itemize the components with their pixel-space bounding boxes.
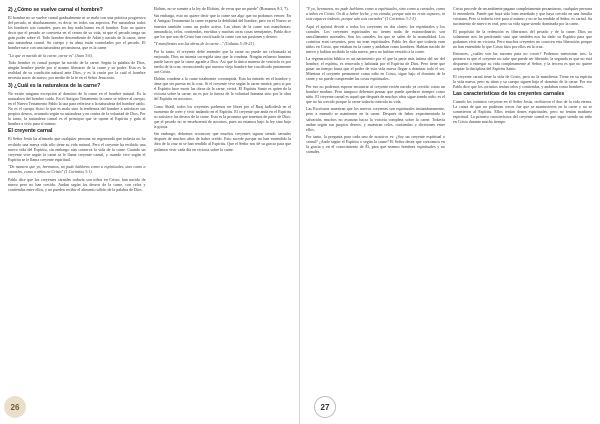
page-number-left: 26: [4, 396, 26, 418]
right-page-columns: [306, 6, 592, 390]
body-paragraph: Pablo dice que los creyentes carnales todavía son niños en Cristo; han nacido de nuevo pero no han crecido. Andan según los deseos de la carne, con celos y contiendas entre ellos, y no pueden recibir el alimento sólido de la palabra de Dios.: [8, 176, 146, 192]
body-paragraph: Aquí el apóstol divide a todos los creyentes en dos clases: los espirituales y los carnales. Los creyentes espirituales no tienen nada de extraordinario; son sencillamente normales. Son los carnales los que se salen de la normalidad. Los corintios eran creyentes, pero no eran espirituales. Pablo les dice que todavía eran niños en Cristo, que estaban en la carne y andaban como hombres. Habían nacido de nuevo y habían recibido la vida nueva, pero no habían vencido a la carne.: [306, 23, 445, 54]
body-paragraph: Todo hombre es carnal porque ha nacido de la carne. Según la palabra de Dios, ningún hombre puede por sí mismo liberarse de la carne y su poder. Esta es la realidad de su condición natural ante Dios, y es la razón por la cual el hombre necesita nacer de nuevo, por medio de la fe en el Señor Jesucristo.: [8, 60, 146, 81]
right-page-column-2: [453, 6, 592, 390]
section-heading: 2) ¿Cómo se vuelve carnal el hombre?: [8, 7, 103, 13]
body-paragraph: Por lo tanto, el creyente debe entender que la carne no puede ser reformada ni mejorada; Dios no intenta corregirla sino que la condena. Ningún esfuerzo humano puede hacer que la carne agrade a Dios. Así que la única manera de vencerla es por medio de la cruz, reconociendo que nuestro viejo hombre fue crucificado juntamente con Cristo.: [153, 48, 291, 74]
right-page: [300, 0, 600, 424]
left-page-column-2: [154, 6, 292, 390]
body-paragraph: El propósito de la redención es liberarnos del pecado y de la carne. Dios no solamente nos ha perdonado sino que también nos ha dado su Espíritu para que podamos vivir en victoria. Pero muchos creyentes no conocen esta liberación porque no han entendido lo que Cristo hizo por ellos en la cruz.: [453, 28, 592, 49]
body-paragraph: Las Escrituras muestran que los nuevos creyentes son espirituales instantáneamente, pero a menudo se mantienen en la carne. Después de haber experimentado la salvación, muchos no avanzan hacia la victoria completa sobre la carne. Todavía andan según sus propios deseos, y muestran celos, contiendas y divisiones entre ellos.: [306, 106, 445, 132]
body-paragraph: Cuando los corintios creyeron en el Señor Jesús, recibieron el don de la vida eterna. La causa de que no pudieran crecer fue que se mantuvieron en la carne y no se sometieron al Espíritu. Ellos tenían dones espirituales, pero no tenían madurez espiritual. La primera característica del creyente carnal es que sigue siendo un niño en Cristo durante mucho tiempo.: [453, 99, 592, 125]
body-paragraph: Por eso no podemos esperar encontrar al creyente recién nacido ya crecido como un hombre maduro. Pero tampoco debemos pensar que puede quedarse siempre como niño. El creyente carnal es aquel que después de muchos años sigue siendo niño; es el que no ha crecido porque la carne todavía controla su vida.: [306, 83, 445, 104]
body-paragraph: Por tanto, la pregunta para cada uno de nosotros es: ¿Soy un creyente espiritual o carnal? ¿Ando según el Espíritu o según la carne? El Señor desea que crezcamos en la gracia y en el conocimiento de Él, para que seamos hombres espirituales y no carnales.: [306, 134, 445, 155]
page-number-right: 27: [314, 396, 336, 418]
scripture-quote: "Y manifiestas son las obras de la carne..." (Gálatas 5:19-21).: [153, 41, 255, 47]
left-page-column-1: [8, 6, 146, 390]
section-heading: 3) ¿Cuál es la naturaleza de la carne?: [8, 82, 101, 89]
body-paragraph: Elohim, no se somete a la ley de Elohim, de veras que no puede" (Romanos 8:3, 7).: [153, 6, 289, 11]
body-paragraph: Cristo procede de un ambiente pagano completamente pecaminoso, cualquier persona lo entendería. Puede que haya sido bien enseñado y que haya crecido en una familia cristiana. Pero si todavía vive para sí mismo y no se ha rendido al Señor, es carnal. Su nacimiento de nuevo es real, pero su vida sigue siendo dominada por la carne.: [453, 6, 592, 27]
body-paragraph: El creyente carnal tiene la vida de Cristo, pero no la manifiesta. Tiene en su espíritu la vida nueva, pero su alma y su cuerpo siguen bajo el dominio de la carne. Por eso Pablo dice que los corintios tenían celos y contiendas, y andaban como hombres.: [453, 73, 592, 89]
section-heading: Las características de los creyentes carnales: [453, 91, 565, 98]
body-paragraph: Elohim condena a la carne totalmente corrompida. Esta ha entrado en el hombre y tiene que ser puesta en la cruz. Si el creyente vive según la carne morirá, pero si por el Espíritu hace morir las obras de la carne, vivirá. El Espíritu Santo es quien da la victoria sobre la carne; no es por la fuerza de la voluntad humana sino por la obra del Espíritu en nosotros.: [153, 76, 291, 102]
body-paragraph: El Señor Jesús ha afirmado que cualquier persona no regenerada que todavía no ha recibido una nueva vida sólo tiene su vida natural. Pero el creyente ha recibido una nueva vida del Espíritu, sin embargo aún conserva la vida de la carne. Cuando un creyente vive según la carne se le llama creyente carnal, y cuando vive según el Espíritu se le llama creyente espiritual.: [8, 136, 146, 162]
left-page-columns: [8, 6, 291, 390]
section-heading: El creyente carnal: [8, 128, 53, 135]
body-paragraph: Como Shaúl, todos los creyentes podemos ser libres por el Ruaj haKodesh en el momento de creer y vivir andando en el Espíritu. El creyente que anda en el Espíritu no satisface los deseos de la carne. Esta es la promesa que tenemos de parte de Dios: que el pecado no se enseñoreará de nosotros, pues no estamos bajo la ley sino bajo la gracia.: [153, 103, 291, 129]
body-paragraph: El hombre no se vuelve carnal gradualmente ni se malo con una práctica progresiva del pecado, ni absolutamente, es decir, en todos sus aspectos. Por naturaleza todos los hombres son carnales, pues no hay nada bueno en el hombre. Esto no quiere decir que el pecado se convierta en el centro de su vida, ni que el pecado tenga un gran poder sobre él. Todo hombre descendiente de Adán y nacido de la carne, tiene una naturaleza carnal. Su cuerpo y su alma están controlados por el pecado. El hombre nace con una naturaleza pecaminosa, que es la carne.: [8, 15, 146, 51]
body-paragraph: No existe ninguna excepción al dominio de la carne en el hombre natural. Es la naturaleza del hombre caído. En el Antiguo Testamento la carne se refiere al cuerpo, en el Nuevo Testamento Pablo la usa para referirse a la naturaleza del hombre caído. No es el cuerpo físico lo que es malo sino la tendencia del hombre a satisfacer sus propios deseos, actuando según su naturaleza y en contra de la voluntad de Dios. Por lo tanto, la naturaleza carnal es el principio que se opone al Espíritu y guía al hombre a vivir para sí mismo.: [8, 90, 146, 127]
body-paragraph: Sin embargo, esto no quiere decir que la carne sea algo que no podamos vencer. En el Antiguo Testamento la carne expresa la debilidad del hombre, pero en el Nuevo se muestra también como un poder activo. Las obras de la carne son manifiestas: inmundicia, celos, contiendas, envidias y muchas otras cosas semejantes. Pablo dice que los que son de Cristo han crucificado la carne con sus pasiones y deseos.: [153, 13, 291, 39]
scripture-quote: "De manera que yo, hermanos, no pude hablaros como a espirituales, sino como a carnales, como a niños en Cristo" (1 Corintios 3:1).: [8, 164, 146, 175]
body-paragraph: Sin embargo, debemos reconocer que muchos creyentes siguen siendo carnales después de muchos años de haber creído. Esto sucede porque no han entendido la obra de la cruz ni se han rendido al Espíritu. Que el Señor nos dé su gracia para que podamos vivir cada día en victoria sobre la carne.: [153, 131, 291, 152]
right-page-column-1: [306, 6, 445, 390]
body-paragraph: La regeneración bíblica es un nacimiento por el que la parte más íntima del ser del hombre, el espíritu, es renovada y habitada por el Espíritu de Dios. Pero tiene que pasar un tiempo hasta que el poder de esta vida nueva llegue a dominar todo el ser. Mientras el creyente permanece como niño en Cristo, sigue bajo el dominio de la carne y no puede comprender las cosas espirituales.: [306, 56, 445, 82]
scripture-quote: "Y yo, hermanos, no pude hablaros como a espirituales, sino como a carnales, como a niños en Cristo. Os di a beber leche, y no vianda; porque aún no erais capaces, ni sois capaces todavía, porque aún sois carnales" (1 Corintios 3:1-3).: [306, 6, 445, 22]
scripture-quote: "Lo que es nacido de la carne, carne es" (Juan 3:6).: [8, 52, 93, 58]
body-paragraph: Entonces, ¿cuáles son las razones para no crecer? Podemos mencionar tres: la primera es que el creyente no sabe que puede ser liberado; la segunda es que no está dispuesto a entregar su vida completamente al Señor; y la tercera es que no quiere aceptar la disciplina del Espíritu Santo.: [453, 51, 592, 72]
